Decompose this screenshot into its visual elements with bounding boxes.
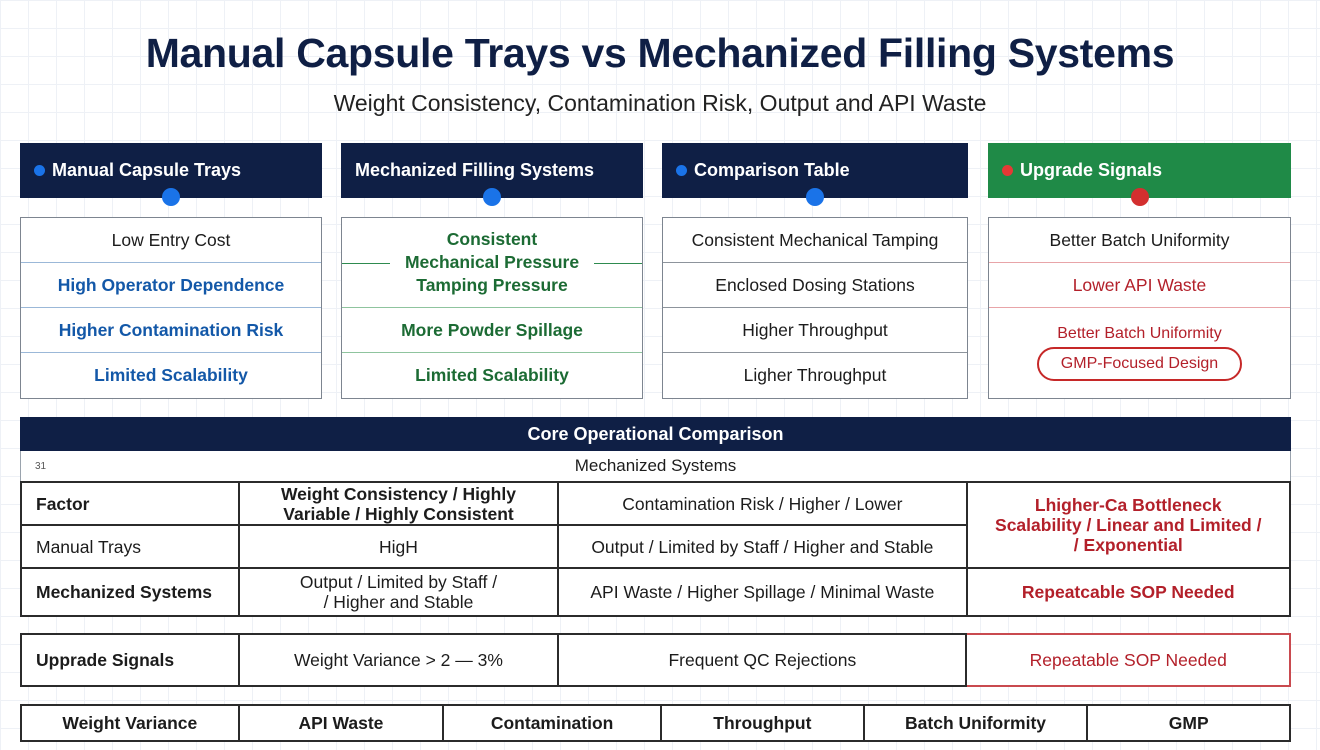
table-row bbox=[21, 705, 1290, 741]
table-cell bbox=[239, 568, 558, 616]
connector-node-icon bbox=[162, 188, 180, 206]
card-header-mechanized bbox=[341, 143, 643, 198]
page-subtitle: Weight Consistency, Contamination Risk, Output and API Waste bbox=[333, 90, 987, 116]
cell-line: Scalability / Linear and Limited / bbox=[995, 515, 1262, 535]
table-cell: Repeatable SOP Needed bbox=[966, 634, 1290, 686]
cell-line: Output / Limited by Staff / bbox=[299, 572, 498, 592]
card-header-upgrade-signals bbox=[988, 143, 1291, 198]
footer-tab-weight-variance: Weight Variance bbox=[21, 705, 239, 741]
card-item: Consistent bbox=[446, 229, 538, 249]
card-header-manual-trays bbox=[20, 143, 322, 198]
connector-node-icon bbox=[1131, 188, 1149, 206]
table-cell: Mechanized Systems bbox=[21, 568, 239, 616]
cell-line: / Higher and Stable bbox=[323, 592, 474, 612]
table-cell: Output / Limited by Staff / Higher and Stable bbox=[558, 525, 966, 568]
table-cell: Manual Trays bbox=[21, 525, 239, 568]
table-row bbox=[21, 634, 1290, 686]
table-row bbox=[21, 482, 1290, 525]
upgrade-signals-table bbox=[20, 633, 1291, 687]
section-subheader bbox=[20, 451, 1291, 481]
card-item: Limited Scalability bbox=[94, 365, 248, 385]
divider-line bbox=[594, 263, 642, 264]
table-cell bbox=[239, 482, 558, 525]
card-item-multiline bbox=[342, 218, 642, 308]
gmp-badge: GMP-Focused Design bbox=[1037, 347, 1242, 381]
card-item: Enclosed Dosing Stations bbox=[663, 263, 967, 308]
card-item: Higher Throughput bbox=[663, 308, 967, 353]
card-item: Consistent Mechanical Tamping bbox=[663, 218, 967, 263]
table-cell: Contamination Risk / Higher / Lower bbox=[558, 482, 966, 525]
cell-line: Variable / Highly Consistent bbox=[283, 503, 514, 524]
card-body-mechanized bbox=[341, 217, 643, 399]
cell-line: Weight Consistency / Highly bbox=[280, 483, 516, 504]
bullet-dot-icon bbox=[1002, 165, 1013, 176]
card-item: Lower API Waste bbox=[989, 263, 1290, 308]
footer-tab-contamination: Contamination bbox=[443, 705, 661, 741]
card-item: Mechanical Pressure bbox=[404, 252, 580, 272]
footer-tab-api-waste: API Waste bbox=[239, 705, 444, 741]
card-item: Ligher Throughput bbox=[743, 365, 887, 385]
card-item: Better Batch Uniformity bbox=[989, 218, 1290, 263]
footer-tabs bbox=[20, 704, 1291, 742]
cell-line: / Exponential bbox=[1073, 535, 1183, 555]
section-header: Core Operational Comparison bbox=[20, 417, 1291, 451]
table-row bbox=[21, 568, 1290, 616]
card-body-manual-trays bbox=[20, 217, 322, 399]
footer-tab-throughput: Throughput bbox=[661, 705, 864, 741]
card-body-comparison bbox=[662, 217, 968, 399]
table-cell: Repeatcable SOP Needed bbox=[967, 568, 1291, 616]
connector-node-icon bbox=[483, 188, 501, 206]
card-title: Manual Capsule Trays bbox=[52, 160, 242, 180]
card-body-upgrade-signals bbox=[988, 217, 1291, 399]
bullet-dot-icon bbox=[34, 165, 45, 176]
card-title: Comparison Table bbox=[694, 160, 850, 180]
card-item: Low Entry Cost bbox=[21, 218, 321, 263]
connector-node-icon bbox=[806, 188, 824, 206]
cell-line: Lhigher-Ca Bottleneck bbox=[1034, 495, 1222, 515]
comparison-table bbox=[20, 481, 1291, 617]
page-title: Manual Capsule Trays vs Mechanized Filling Systems bbox=[145, 30, 1175, 76]
table-cell bbox=[967, 482, 1291, 568]
card-item: Better Batch Uniformity bbox=[1057, 325, 1222, 342]
subheader-label: Mechanized Systems bbox=[574, 456, 737, 475]
table-cell: Frequent QC Rejections bbox=[558, 634, 966, 686]
table-cell: Factor bbox=[21, 482, 239, 525]
card-title: Mechanized Filling Systems bbox=[355, 160, 595, 180]
bullet-dot-icon bbox=[676, 165, 687, 176]
card-item-group bbox=[989, 308, 1290, 398]
card-item: Limited Scalability bbox=[415, 365, 569, 385]
card-item: More Powder Spillage bbox=[342, 308, 642, 353]
table-cell: Weight Variance > 2 — 3% bbox=[239, 634, 558, 686]
table-cell: Upprade Signals bbox=[21, 634, 239, 686]
table-cell: API Waste / Higher Spillage / Minimal Waste bbox=[558, 568, 966, 616]
divider-line bbox=[342, 263, 390, 264]
row-marker: 31 bbox=[35, 460, 47, 472]
card-item: Higher Contamination Risk bbox=[21, 308, 321, 353]
footer-tab-batch-uniformity: Batch Uniformity bbox=[864, 705, 1088, 741]
card-item: Tamping Pressure bbox=[416, 275, 568, 295]
card-header-comparison bbox=[662, 143, 968, 198]
footer-tab-gmp: GMP bbox=[1087, 705, 1290, 741]
table-cell: HigH bbox=[239, 525, 558, 568]
card-item: High Operator Dependence bbox=[21, 263, 321, 308]
card-title: Upgrade Signals bbox=[1020, 160, 1163, 180]
